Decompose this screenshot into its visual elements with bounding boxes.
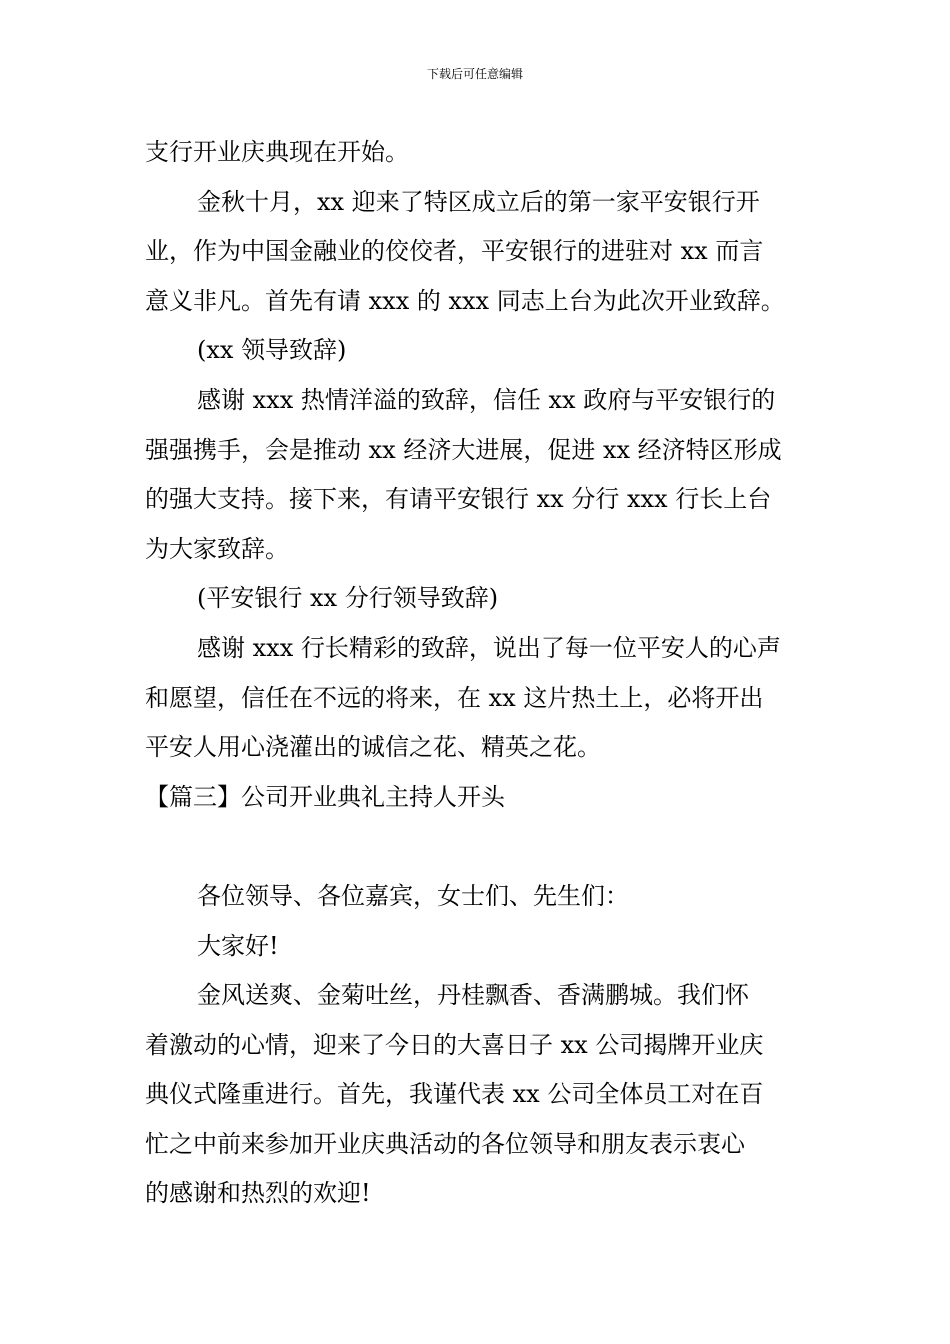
text-line: 业，作为中国金融业的佼佼者，平安银行的进驻对 xx 而言 [145, 237, 764, 266]
text-line: 意义非凡。首先有请 xxx 的 xxx 同志上台为此次开业致辞。 [145, 286, 785, 315]
text-line: 金风送爽、金菊吐丝，丹桂飘香、香满鹏城。我们怀 [197, 981, 749, 1010]
text-line: (平安银行 xx 分行领导致辞) [197, 584, 499, 613]
text-line: 忙之中前来参加开业庆典活动的各位领导和朋友表示衷心 [145, 1129, 745, 1158]
document-body [145, 128, 810, 1219]
text-line: 支行开业庆典现在开始。 [145, 138, 409, 166]
text-line: 强强携手，会是推动 xx 经济大进展，促进 xx 经济特区形成 [145, 435, 782, 464]
text-line: 金秋十月，xx 迎来了特区成立后的第一家平安银行开 [197, 187, 760, 216]
text-line: 的感谢和热烈的欢迎! [145, 1179, 371, 1208]
page-header: 下载后可任意编辑 [426, 67, 523, 81]
text-line: 各位领导、各位嘉宾，女士们、先生们： [197, 881, 629, 910]
text-line: 着激动的心情，迎来了今日的大喜日子 xx 公司揭牌开业庆 [145, 1030, 764, 1059]
text-line: 的强大支持。接下来，有请平安银行 xx 分行 xxx 行长上台 [145, 485, 772, 514]
text-line: (xx 领导致辞) [197, 336, 347, 365]
text-line: 感谢 xxx 行长精彩的致辞，说出了每一位平安人的心声 [197, 633, 781, 662]
text-line: 平安人用心浇灌出的诚信之花、精英之花。 [145, 733, 601, 762]
blank-line [145, 822, 810, 872]
text-line: 感谢 xxx 热情洋溢的致辞，信任 xx 政府与平安银行的 [197, 385, 776, 414]
text-line: 典仪式隆重进行。首先，我谨代表 xx 公司全体员工对在百 [145, 1080, 764, 1109]
text-line: 大家好! [197, 931, 279, 960]
text-line: 为大家致辞。 [145, 534, 289, 563]
text-line: 和愿望，信任在不远的将来，在 xx 这片热土上，必将开出 [145, 683, 764, 712]
section-heading: 【篇三】公司开业典礼主持人开头 [145, 782, 505, 811]
